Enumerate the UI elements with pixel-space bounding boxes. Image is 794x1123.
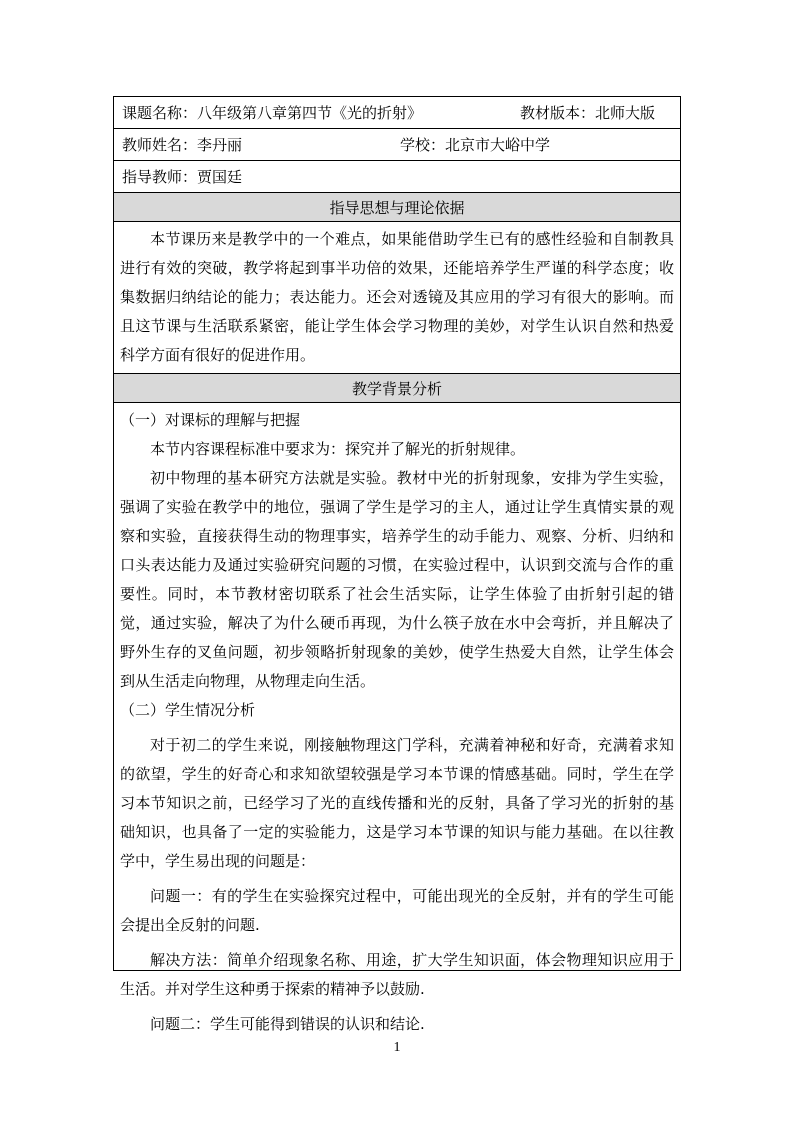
topic-name: 课题名称：八年级第八章第四节《光的折射》 [122, 104, 423, 122]
background-section-body [114, 403, 680, 1033]
guiding-section-body [114, 222, 680, 374]
background-section-title: 教学背景分析 [351, 379, 442, 398]
school-name: 学校：北京市大峪中学 [400, 136, 551, 154]
curriculum-paragraph-2: 初中物理的基本研究方法就是实验。教材中光的折射现象，安排为学生实验，强调了实验在教学中的地位，强调了学生是学习的主人，通过让学生真情实景的观察和实验，直接获得生动的物理事实，培养学生的动手能力、观察、分析、归纳和口头表达能力及通过实验研究问题的习惯，在实验过程中，认识到交流与合作的重要性。同时，本节教材密切联系了社会生活实际，让学生体验了由折射引起的错觉，通过实验，解决了为什么硬币再现，为什么筷子放在水中会弯折，并且解决了野外生存的叉鱼问题，初步领略折射现象的美妙，使学生热爱大自然，让学生体会到从生活走向物理，从物理走向生活。 [120, 469, 674, 690]
teacher-name: 教师姓名：李丹丽 [122, 136, 243, 154]
solution-paragraph: 解决方法：简单介绍现象名称、用途，扩大学生知识面，体会物理知识应用于生活。并对学生这种勇于探索的精神予以鼓励. [120, 951, 674, 998]
mentor-row [114, 161, 680, 193]
background-section-header [114, 374, 680, 403]
lesson-plan-table [113, 96, 681, 1033]
curriculum-subheading: （一）对课标的理解与把握 [120, 411, 301, 429]
page-number: 1 [393, 1040, 401, 1055]
guiding-paragraph: 本节课历来是教学中的一个难点，如果能借助学生已有的感性经验和自制教具进行有效的突破，教学将起到事半功倍的效果，还能培养学生严谨的科学态度；收集数据归纳结论的能力；表达能力。还会对透镜及其应用的学习有很大的影响。而且这节课与生活联系紧密，能让学生体会学习物理的美妙，对学生认识自然和热爱科学方面有很好的促进作用。 [120, 230, 674, 364]
problem-one-paragraph: 问题一：有的学生在实验探究过程中，可能出现光的全反射，并有的学生可能会提出全反射的问题. [120, 887, 674, 934]
guiding-section-header [114, 193, 680, 222]
textbook-version: 教材版本：北师大版 [520, 104, 656, 122]
problem-two-paragraph: 问题二：学生可能得到错误的认识和结论. [150, 1015, 425, 1033]
student-analysis-subheading: （二）学生情况分析 [120, 701, 256, 719]
teacher-row [114, 129, 680, 161]
mentor-name: 指导教师：贾国廷 [122, 168, 243, 186]
student-analysis-paragraph-1: 对于初二的学生来说，刚接触物理这门学科，充满着神秘和好奇，充满着求知的欲望，学生的好奇心和求知欲望较强是学习本节课的情感基础。同时，学生在学习本节知识之前，已经学习了光的直线传播和光的反射，具备了学习光的折射的基础知识，也具备了一定的实验能力，这是学习本节课的知识与能力基础。在以往教学中，学生易出现的问题是： [120, 736, 674, 870]
curriculum-paragraph-1: 本节内容课程标准中要求为：探究并了解光的折射规律。 [150, 440, 526, 458]
topic-row [114, 97, 680, 129]
guiding-section-title: 指导思想与理论依据 [329, 198, 465, 217]
